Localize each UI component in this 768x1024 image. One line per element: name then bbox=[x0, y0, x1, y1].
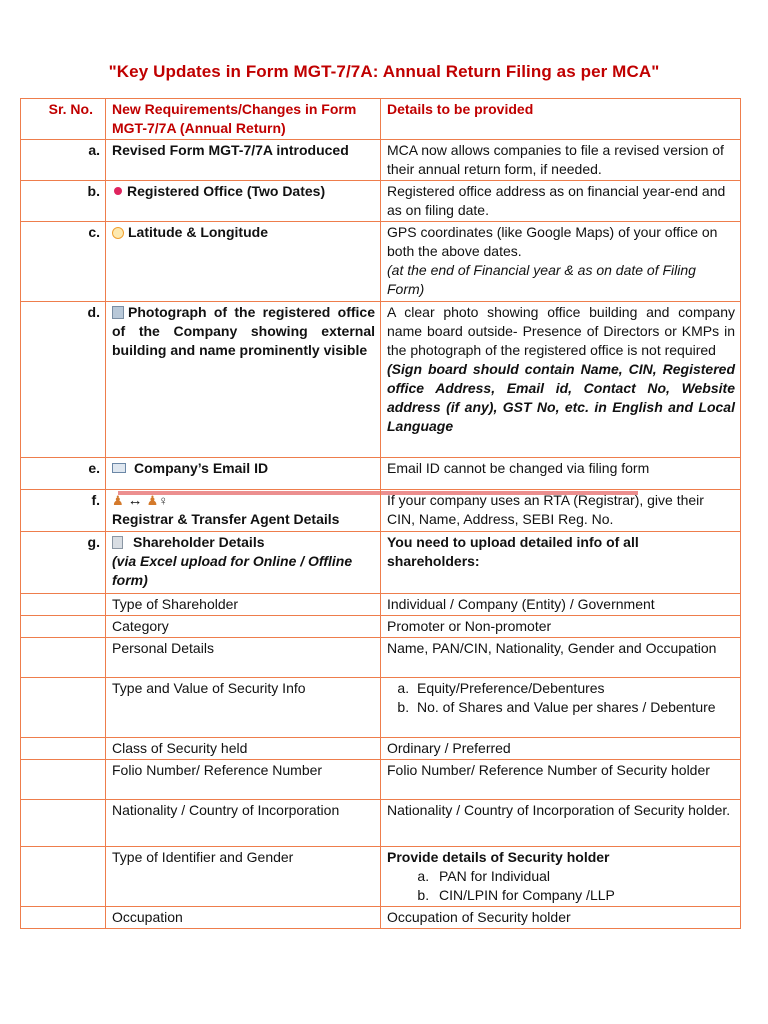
row-number: b. bbox=[21, 181, 106, 222]
rta-symbols bbox=[112, 491, 375, 510]
table-row bbox=[21, 181, 741, 222]
identifier-list bbox=[387, 867, 735, 905]
sub-row bbox=[21, 638, 741, 678]
sub-row-value-cell bbox=[381, 847, 741, 907]
email-icon bbox=[112, 463, 126, 473]
row-number: c. bbox=[21, 222, 106, 302]
row-number: g. bbox=[21, 532, 106, 594]
row-number: d. bbox=[21, 302, 106, 458]
row-requirement: Revised Form MGT-7/7A introduced bbox=[106, 140, 381, 181]
empty-cell bbox=[21, 738, 106, 760]
row-details-cell bbox=[381, 302, 741, 458]
row-requirement-cell bbox=[106, 490, 381, 532]
sub-row-value: Promoter or Non-promoter bbox=[381, 616, 741, 638]
row-number: e. bbox=[21, 458, 106, 490]
female-symbol-icon: ♀ bbox=[158, 493, 169, 508]
row-requirement-cell bbox=[106, 181, 381, 222]
exchange-arrow: ↔ bbox=[127, 492, 143, 509]
row-requirement: Latitude & Longitude bbox=[128, 224, 268, 240]
row-requirement-note: (via Excel upload for Online / Offline form) bbox=[112, 553, 353, 588]
empty-cell bbox=[21, 638, 106, 678]
sub-row-field: Occupation bbox=[106, 907, 381, 929]
empty-cell bbox=[21, 907, 106, 929]
row-details: If your company uses an RTA (Registrar), give their CIN, Name, Address, SEBI Reg. No. bbox=[381, 490, 741, 532]
row-details: Registered office address as on financial year-end and as on filing date. bbox=[381, 181, 741, 222]
location-pin-icon bbox=[114, 187, 122, 195]
sub-row-field: Type and Value of Security Info bbox=[106, 678, 381, 738]
row-requirement: Registered Office (Two Dates) bbox=[127, 183, 326, 199]
sub-row bbox=[21, 594, 741, 616]
sub-row-field: Type of Identifier and Gender bbox=[106, 847, 381, 907]
sub-row-value: Folio Number/ Reference Number of Security holder bbox=[381, 760, 741, 800]
list-item: b. CIN/LPIN for Company /LLP bbox=[433, 886, 735, 905]
row-details-note: (at the end of Financial year & as on date of Filing Form) bbox=[387, 262, 696, 297]
table-row bbox=[21, 140, 741, 181]
table-header-row bbox=[21, 99, 741, 140]
sub-row-field: Nationality / Country of Incorporation bbox=[106, 800, 381, 847]
header-details: Details to be provided bbox=[381, 99, 741, 140]
table-row bbox=[21, 532, 741, 594]
sub-row bbox=[21, 738, 741, 760]
list-item: b. No. of Shares and Value per shares / Debenture bbox=[413, 698, 735, 717]
sub-row-value-cell bbox=[381, 678, 741, 738]
empty-cell bbox=[21, 847, 106, 907]
sub-row-value: Ordinary / Preferred bbox=[381, 738, 741, 760]
empty-cell bbox=[21, 616, 106, 638]
sub-row-field: Category bbox=[106, 616, 381, 638]
row-details: GPS coordinates (like Google Maps) of your office on both the above dates. bbox=[387, 224, 718, 259]
empty-cell bbox=[21, 678, 106, 738]
sub-row-field: Folio Number/ Reference Number bbox=[106, 760, 381, 800]
table-row bbox=[21, 302, 741, 458]
row-requirement-cell bbox=[106, 458, 381, 490]
sub-row-value: Name, PAN/CIN, Nationality, Gender and Occupation bbox=[381, 638, 741, 678]
row-requirement: Company’s Email ID bbox=[134, 460, 269, 476]
row-requirement-cell bbox=[106, 302, 381, 458]
sub-row bbox=[21, 760, 741, 800]
table-row bbox=[21, 458, 741, 490]
row-number: f. bbox=[21, 490, 106, 532]
office-building-icon bbox=[112, 306, 124, 319]
sub-row-value: Individual / Company (Entity) / Government bbox=[381, 594, 741, 616]
row-number: a. bbox=[21, 140, 106, 181]
person-icon: ♟ bbox=[112, 493, 124, 508]
row-requirement: Photograph of the registered office of the Company showing external building and name prominently visible bbox=[112, 304, 375, 358]
list-item: a. PAN for Individual bbox=[433, 867, 735, 886]
sub-row-field: Personal Details bbox=[106, 638, 381, 678]
row-details: A clear photo showing office building and company name board outside- Presence of Directors or KMPs in the photograph of the registered office is not required bbox=[387, 304, 735, 358]
sub-row bbox=[21, 800, 741, 847]
header-sr-no: Sr. No. bbox=[21, 99, 106, 140]
compass-icon bbox=[112, 227, 124, 239]
table-row bbox=[21, 490, 741, 532]
row-requirement-cell bbox=[106, 532, 381, 594]
empty-cell bbox=[21, 760, 106, 800]
sub-row-value: Nationality / Country of Incorporation of Security holder. bbox=[381, 800, 741, 847]
sub-row-field: Class of Security held bbox=[106, 738, 381, 760]
row-details: Email ID cannot be changed via filing form bbox=[381, 458, 741, 490]
sub-row-value-heading: Provide details of Security holder bbox=[387, 849, 610, 865]
row-details-cell bbox=[381, 222, 741, 302]
ledger-icon bbox=[112, 536, 123, 549]
sub-row bbox=[21, 616, 741, 638]
table-row bbox=[21, 222, 741, 302]
row-details-note: (Sign board should contain Name, CIN, Registered office Address, Email id, Contact No, Website address (if any), GST No, etc. in English and Local Language bbox=[387, 361, 735, 434]
list-item: a. Equity/Preference/Debentures bbox=[413, 679, 735, 698]
row-requirement: Registrar & Transfer Agent Details bbox=[112, 511, 340, 527]
sub-row-field: Type of Shareholder bbox=[106, 594, 381, 616]
empty-cell bbox=[21, 800, 106, 847]
sub-row-value: Occupation of Security holder bbox=[381, 907, 741, 929]
person-icon: ♟ bbox=[146, 493, 159, 508]
security-info-list bbox=[387, 679, 735, 717]
sub-row bbox=[21, 847, 741, 907]
row-requirement: Shareholder Details bbox=[133, 534, 265, 550]
row-details: You need to upload detailed info of all shareholders: bbox=[381, 532, 741, 594]
header-requirements: New Requirements/Changes in Form MGT-7/7A (Annual Return) bbox=[106, 99, 381, 140]
page-title: "Key Updates in Form MGT-7/7A: Annual Return Filing as per MCA" bbox=[108, 62, 660, 81]
sub-row bbox=[21, 678, 741, 738]
empty-cell bbox=[21, 594, 106, 616]
requirements-table bbox=[20, 98, 741, 929]
row-details: MCA now allows companies to file a revised version of their annual return form, if needed. bbox=[381, 140, 741, 181]
sub-row bbox=[21, 907, 741, 929]
row-requirement-cell bbox=[106, 222, 381, 302]
